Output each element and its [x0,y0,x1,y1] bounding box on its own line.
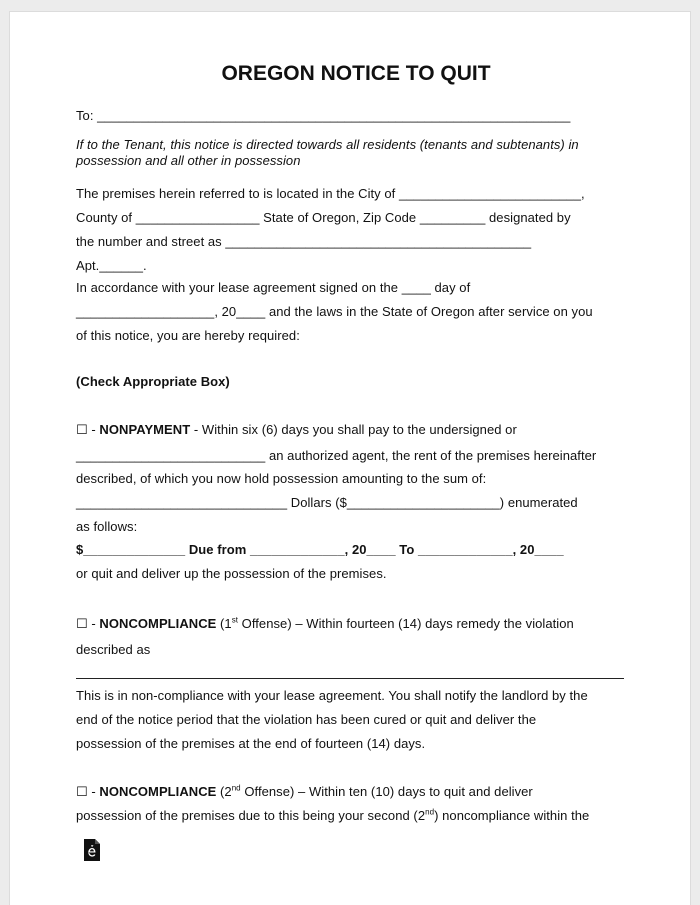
noncompliance2-checkbox[interactable]: ☐ - [76,784,96,799]
noncompliance1-body: This is in non-compliance with your lease agreement. You shall notify the landlord by the [76,688,588,703]
nonpayment-checkbox[interactable]: ☐ - [76,422,96,437]
noncompliance2-line2 [76,808,636,824]
noncompliance1-sup: st [231,615,239,625]
noncompliance1-post: Offense) – Within fourteen (14) days remedy the violation [238,616,574,631]
noncompliance2-post: Offense) – Within ten (10) days to quit and deliver [240,784,533,799]
premises-line: The premises herein referred to is located in the City of _________________________, [76,186,585,201]
document-page [10,12,690,905]
noncompliance1-body: possession of the premises at the end of fourteen (14) days. [76,736,426,751]
to-line: To: _________________________________________________________________ [76,108,571,123]
premises-line: Apt.______. [76,258,147,273]
noncompliance1-pre: (1 [216,616,232,631]
nonpayment-label: NONPAYMENT [99,422,191,437]
noncompliance2-sup: nd [231,783,241,793]
noncompliance1-body: end of the notice period that the violation has been cured or quit and deliver the [76,712,537,727]
eforms-logo-icon [82,838,102,862]
nonpayment-line: described, of which you now hold possession amounting to the sum of: [76,471,487,486]
noncompliance1-heading [76,616,636,632]
nonpayment-line: _____________________________ Dollars ($_____________________) enumerated [76,495,578,510]
nonpayment-heading [76,422,636,438]
violation-blank-line[interactable] [76,678,624,679]
premises-line: the number and street as __________________________________________ [76,234,532,249]
nonpayment-due-line: $______________ Due from _____________, 20____ To _____________, 20____ [76,542,564,557]
noncompliance2-label: NONCOMPLIANCE [99,784,217,799]
noncompliance2-line2-pre: possession of the premises due to this being your second (2 [76,808,426,823]
nonpayment-line: as follows: [76,519,138,534]
noncompliance2-line2-sup: nd [425,807,435,817]
document-title: OREGON NOTICE TO QUIT [221,62,491,85]
noncompliance2-pre: (2 [216,784,232,799]
premises-line: of this notice, you are hereby required: [76,328,300,343]
noncompliance2-heading [76,784,636,800]
nonpayment-line: __________________________ an authorized agent, the rent of the premises hereinafter [76,448,597,463]
nonpayment-closing: or quit and deliver up the possession of the premises. [76,566,387,581]
noncompliance1-checkbox[interactable]: ☐ - [76,616,96,631]
premises-line: ___________________, 20____ and the laws in the State of Oregon after service on you [76,304,593,319]
nonpayment-lead: - Within six (6) days you shall pay to the undersigned or [190,422,517,437]
noncompliance1-described: described as [76,642,151,657]
tenant-note: If to the Tenant, this notice is directed towards all residents (tenants and subtenants) in possession and all other in possession [76,137,579,168]
noncompliance2-line2-post: ) noncompliance within the [434,808,590,823]
check-label: (Check Appropriate Box) [76,374,230,389]
premises-line: County of _________________ State of Oregon, Zip Code _________ designated by [76,210,571,225]
premises-line: In accordance with your lease agreement signed on the ____ day of [76,280,471,295]
noncompliance1-label: NONCOMPLIANCE [99,616,217,631]
